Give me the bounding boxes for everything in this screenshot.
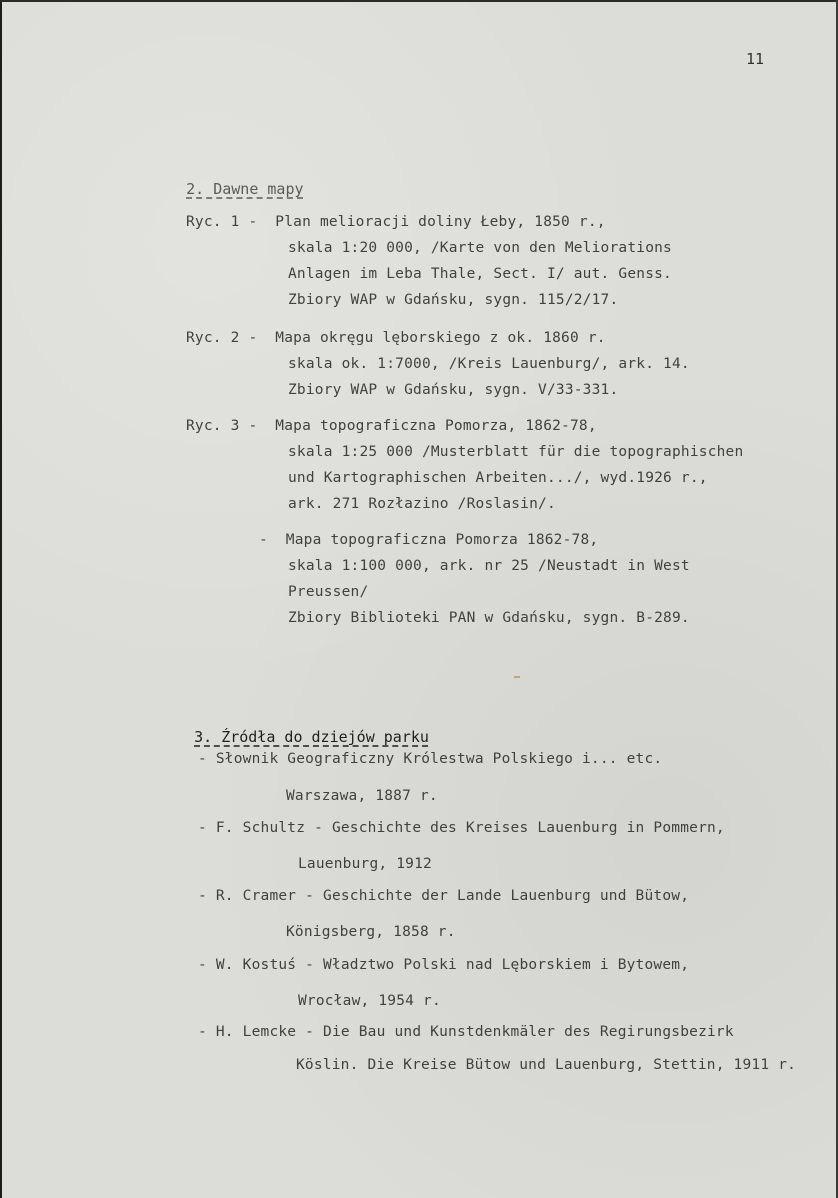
source-4-line-1: - W. Kostuś - Władztwo Polski nad Lęborskiem i Bytowem, <box>198 957 690 973</box>
page-edge-left <box>0 0 2 1198</box>
source-3-line-2: Königsberg, 1858 r. <box>286 924 456 940</box>
map-entry-4-line-1: - Mapa topograficzna Pomorza 1862-78, <box>259 532 599 548</box>
section-3-title-text: 3. Źródła do dziejów parku <box>194 728 429 746</box>
map-entry-2-line-1: Ryc. 2 - Mapa okręgu lęborskiego z ok. 1860 r. <box>186 330 606 346</box>
map-entry-3-line-4: ark. 271 Rozłazino /Roslasin/. <box>288 496 556 512</box>
map-entry-2-line-3: Zbiory WAP w Gdańsku, sygn. V/33-331. <box>288 382 619 398</box>
map-entry-1-line-1: Ryc. 1 - Plan melioracji doliny Łeby, 1850 r., <box>186 214 606 230</box>
section-2-title-text: 2. Dawne mapy <box>186 180 304 198</box>
source-1-line-1: - Słownik Geograficzny Królestwa Polskiego i... etc. <box>198 751 663 767</box>
page-edge-top <box>0 0 838 2</box>
map-entry-1-line-4: Zbiory WAP w Gdańsku, sygn. 115/2/17. <box>288 292 619 308</box>
stray-mark <box>514 676 520 678</box>
source-3-line-1: - R. Cramer - Geschichte der Lande Lauenburg und Bütow, <box>198 888 690 904</box>
source-5-line-2: Köslin. Die Kreise Bütow und Lauenburg, Stettin, 1911 r. <box>296 1057 797 1073</box>
map-entry-4-line-3: Preussen/ <box>288 584 369 600</box>
map-entry-4-line-4: Zbiory Biblioteki PAN w Gdańsku, sygn. B-289. <box>288 610 690 626</box>
section-2-title <box>150 162 304 216</box>
page-number: 11 <box>746 50 765 68</box>
map-entry-1-line-2: skala 1:20 000, /Karte von den Meliorations <box>288 240 672 256</box>
map-entry-3-line-2: skala 1:25 000 /Musterblatt für die topographischen <box>288 444 744 460</box>
map-entry-4-line-2: skala 1:100 000, ark. nr 25 /Neustadt in West <box>288 558 690 574</box>
source-5-line-1: - H. Lemcke - Die Bau und Kunstdenkmäler des Regirungsbezirk <box>198 1024 734 1040</box>
source-2-line-2: Lauenburg, 1912 <box>298 856 432 872</box>
map-entry-1-line-3: Anlagen im Leba Thale, Sect. I/ aut. Genss. <box>288 266 672 282</box>
source-1-line-2: Warszawa, 1887 r. <box>286 788 438 804</box>
map-entry-2-line-2: skala ok. 1:7000, /Kreis Lauenburg/, ark. 14. <box>288 356 690 372</box>
source-2-line-1: - F. Schultz - Geschichte des Kreises Lauenburg in Pommern, <box>198 820 725 836</box>
map-entry-3-line-3: und Kartographischen Arbeiten.../, wyd.1926 r., <box>288 470 708 486</box>
map-entry-3-line-1: Ryc. 3 - Mapa topograficzna Pomorza, 1862-78, <box>186 418 597 434</box>
source-4-line-2: Wrocław, 1954 r. <box>298 993 441 1009</box>
